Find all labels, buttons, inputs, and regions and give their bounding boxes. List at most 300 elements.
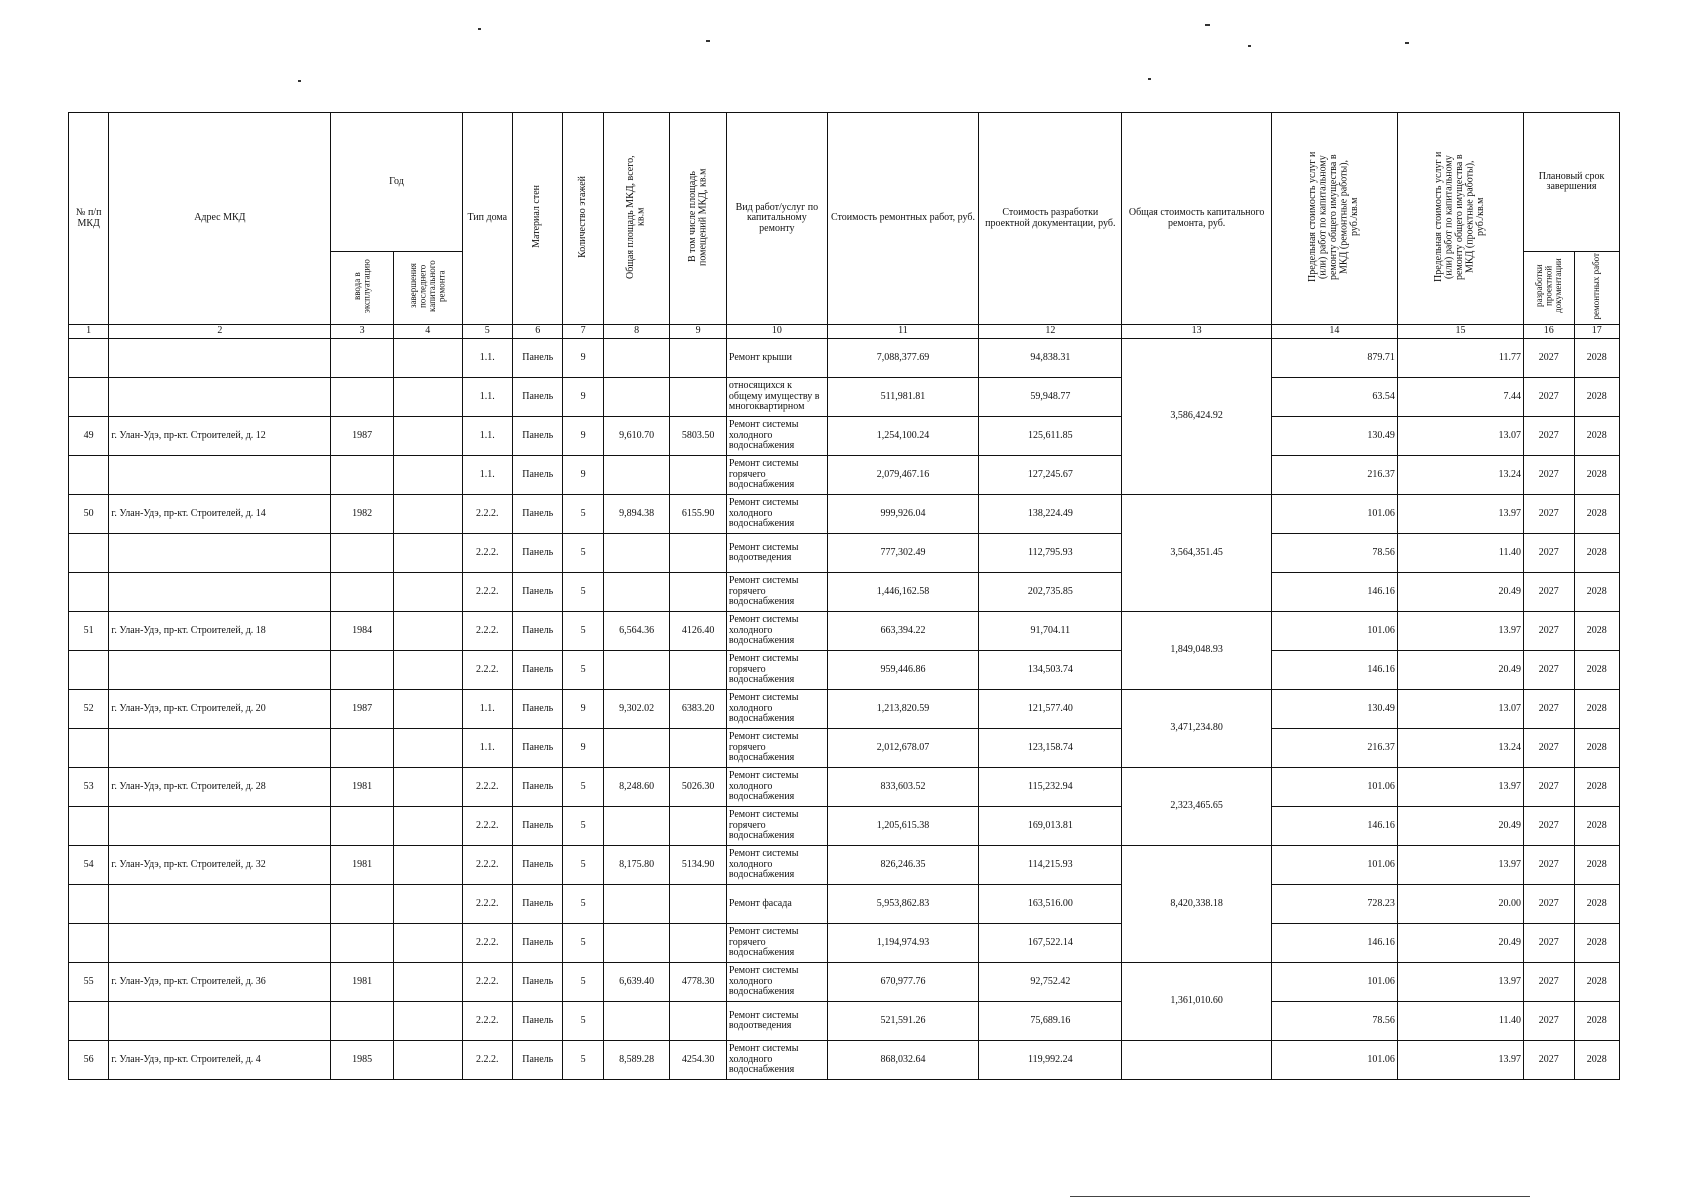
cell-wall-material: Панель (513, 690, 563, 729)
cell-number (69, 729, 109, 768)
cell-floors: 5 (563, 612, 603, 651)
cell-limit-project: 13.24 (1397, 729, 1523, 768)
column-number: 8 (603, 325, 670, 339)
cell-deadline-repair: 2028 (1574, 768, 1620, 807)
cell-year-last-repair (393, 768, 462, 807)
cell-work-type: относящихся к общему имуществу в многоквартирном (726, 378, 827, 417)
cell-work-type: Ремонт системы холодного водоснабжения (726, 690, 827, 729)
cell-number (69, 378, 109, 417)
cell-total-cost (1122, 1041, 1271, 1080)
cell-premises-area: 5134.90 (670, 846, 727, 885)
cell-deadline-project: 2027 (1524, 1002, 1574, 1041)
cell-deadline-project: 2027 (1524, 495, 1574, 534)
cell-total-area: 6,639.40 (603, 963, 670, 1002)
cell-deadline-project: 2027 (1524, 417, 1574, 456)
cell-work-type: Ремонт системы горячего водоснабжения (726, 456, 827, 495)
cell-total-area (603, 924, 670, 963)
column-number: 9 (670, 325, 727, 339)
cell-house-type: 2.2.2. (462, 651, 512, 690)
cell-house-type: 2.2.2. (462, 768, 512, 807)
table-row (69, 339, 1620, 378)
cell-year-last-repair (393, 963, 462, 1002)
cell-repair-cost: 7,088,377.69 (827, 339, 978, 378)
cell-address (109, 456, 331, 495)
cell-limit-project: 11.40 (1397, 534, 1523, 573)
cell-premises-area (670, 1002, 727, 1041)
cell-total-area: 8,175.80 (603, 846, 670, 885)
cell-address (109, 1002, 331, 1041)
cell-floors: 5 (563, 534, 603, 573)
cell-premises-area: 6383.20 (670, 690, 727, 729)
cell-floors: 5 (563, 924, 603, 963)
header-limit-repair: Предельная стоимость услуг и (или) работ по капитальному ремонту общего имущества в МКД (ремонтные работы), руб./кв.м (1271, 113, 1397, 325)
cell-limit-project: 20.00 (1397, 885, 1523, 924)
cell-limit-project: 13.97 (1397, 963, 1523, 1002)
cell-limit-repair: 101.06 (1271, 963, 1397, 1002)
cell-year-last-repair (393, 1002, 462, 1041)
cell-year-last-repair (393, 924, 462, 963)
column-number: 17 (1574, 325, 1620, 339)
cell-work-type: Ремонт фасада (726, 885, 827, 924)
cell-year-commission (331, 573, 394, 612)
cell-work-type: Ремонт крыши (726, 339, 827, 378)
cell-deadline-repair: 2028 (1574, 573, 1620, 612)
cell-premises-area: 4126.40 (670, 612, 727, 651)
cell-limit-repair: 879.71 (1271, 339, 1397, 378)
cell-limit-project: 20.49 (1397, 573, 1523, 612)
cell-premises-area (670, 651, 727, 690)
cell-work-type: Ремонт системы горячего водоснабжения (726, 729, 827, 768)
cell-deadline-project: 2027 (1524, 339, 1574, 378)
cell-repair-cost: 833,603.52 (827, 768, 978, 807)
cell-total-area: 8,248.60 (603, 768, 670, 807)
cell-total-area: 9,894.38 (603, 495, 670, 534)
cell-project-cost: 119,992.24 (979, 1041, 1122, 1080)
scan-speck (1405, 42, 1409, 44)
cell-repair-cost: 663,394.22 (827, 612, 978, 651)
cell-project-cost: 163,516.00 (979, 885, 1122, 924)
cell-limit-project: 20.49 (1397, 651, 1523, 690)
cell-number: 50 (69, 495, 109, 534)
table-row (69, 807, 1620, 846)
cell-year-last-repair (393, 885, 462, 924)
header-work-type: Вид работ/услуг по капитальному ремонту (726, 113, 827, 325)
cell-deadline-project: 2027 (1524, 729, 1574, 768)
cell-deadline-repair: 2028 (1574, 378, 1620, 417)
cell-deadline-project: 2027 (1524, 651, 1574, 690)
table-row (69, 495, 1620, 534)
cell-limit-repair: 101.06 (1271, 768, 1397, 807)
cell-number (69, 534, 109, 573)
cell-floors: 5 (563, 573, 603, 612)
cell-work-type: Ремонт системы горячего водоснабжения (726, 573, 827, 612)
header-project-cost: Стоимость разработки проектной документации, руб. (979, 113, 1122, 325)
cell-total-cost: 3,564,351.45 (1122, 495, 1271, 612)
scan-speck (1205, 24, 1210, 26)
cell-floors: 5 (563, 1002, 603, 1041)
cell-address: г. Улан-Удэ, пр-кт. Строителей, д. 14 (109, 495, 331, 534)
table-row (69, 612, 1620, 651)
header-repair-cost: Стоимость ремонтных работ, руб. (827, 113, 978, 325)
table-row (69, 651, 1620, 690)
cell-premises-area (670, 729, 727, 768)
table-row (69, 456, 1620, 495)
table-row (69, 417, 1620, 456)
cell-project-cost: 94,838.31 (979, 339, 1122, 378)
header-row (69, 113, 1620, 252)
cell-limit-project: 11.40 (1397, 1002, 1523, 1041)
cell-wall-material: Панель (513, 456, 563, 495)
cell-floors: 5 (563, 963, 603, 1002)
cell-deadline-repair: 2028 (1574, 846, 1620, 885)
cell-limit-project: 13.07 (1397, 690, 1523, 729)
cell-wall-material: Панель (513, 378, 563, 417)
cell-year-last-repair (393, 456, 462, 495)
cell-year-commission (331, 807, 394, 846)
cell-floors: 9 (563, 378, 603, 417)
cell-repair-cost: 959,446.86 (827, 651, 978, 690)
cell-number (69, 573, 109, 612)
cell-project-cost: 115,232.94 (979, 768, 1122, 807)
header-address: Адрес МКД (109, 113, 331, 325)
cell-deadline-project: 2027 (1524, 378, 1574, 417)
header-floors: Количество этажей (563, 113, 603, 325)
cell-limit-project: 13.97 (1397, 495, 1523, 534)
cell-limit-repair: 146.16 (1271, 573, 1397, 612)
cell-floors: 5 (563, 495, 603, 534)
cell-total-cost: 1,849,048.93 (1122, 612, 1271, 690)
header-deadline-project: разработки проектной документации (1524, 252, 1574, 325)
cell-deadline-project: 2027 (1524, 456, 1574, 495)
cell-wall-material: Панель (513, 495, 563, 534)
cell-repair-cost: 777,302.49 (827, 534, 978, 573)
cell-total-area: 8,589.28 (603, 1041, 670, 1080)
cell-premises-area: 5803.50 (670, 417, 727, 456)
cell-floors: 9 (563, 456, 603, 495)
cell-number (69, 807, 109, 846)
cell-address (109, 729, 331, 768)
cell-year-commission (331, 651, 394, 690)
cell-project-cost: 75,689.16 (979, 1002, 1122, 1041)
cell-project-cost: 125,611.85 (979, 417, 1122, 456)
cell-project-cost: 121,577.40 (979, 690, 1122, 729)
cell-total-cost: 2,323,465.65 (1122, 768, 1271, 846)
table-row (69, 690, 1620, 729)
cell-address (109, 573, 331, 612)
cell-year-last-repair (393, 573, 462, 612)
cell-limit-project: 20.49 (1397, 924, 1523, 963)
cell-house-type: 2.2.2. (462, 612, 512, 651)
cell-address: г. Улан-Удэ, пр-кт. Строителей, д. 12 (109, 417, 331, 456)
header-total-cost: Общая стоимость капитального ремонта, руб. (1122, 113, 1271, 325)
cell-total-area (603, 378, 670, 417)
cell-work-type: Ремонт системы холодного водоснабжения (726, 612, 827, 651)
cell-repair-cost: 868,032.64 (827, 1041, 978, 1080)
cell-address (109, 807, 331, 846)
cell-project-cost: 169,013.81 (979, 807, 1122, 846)
cell-deadline-project: 2027 (1524, 690, 1574, 729)
header-year-last-repair: завершения последнего капитального ремонта (393, 252, 462, 325)
cell-total-area (603, 729, 670, 768)
column-number: 1 (69, 325, 109, 339)
cell-address (109, 651, 331, 690)
cell-deadline-project: 2027 (1524, 963, 1574, 1002)
cell-deadline-repair: 2028 (1574, 690, 1620, 729)
cell-deadline-repair: 2028 (1574, 651, 1620, 690)
cell-number: 53 (69, 768, 109, 807)
cell-project-cost: 123,158.74 (979, 729, 1122, 768)
scan-edge-line (1070, 1196, 1530, 1197)
cell-limit-project: 11.77 (1397, 339, 1523, 378)
column-number: 11 (827, 325, 978, 339)
cell-total-area (603, 651, 670, 690)
cell-work-type: Ремонт системы холодного водоснабжения (726, 417, 827, 456)
cell-limit-project: 13.97 (1397, 612, 1523, 651)
cell-premises-area: 4254.30 (670, 1041, 727, 1080)
header-total-area: Общая площадь МКД, всего, кв.м (603, 113, 670, 325)
cell-work-type: Ремонт системы горячего водоснабжения (726, 651, 827, 690)
cell-number (69, 924, 109, 963)
cell-address (109, 534, 331, 573)
cell-work-type: Ремонт системы холодного водоснабжения (726, 495, 827, 534)
cell-year-commission: 1987 (331, 417, 394, 456)
cell-year-commission: 1984 (331, 612, 394, 651)
cell-number (69, 456, 109, 495)
cell-wall-material: Панель (513, 846, 563, 885)
cell-limit-project: 20.49 (1397, 807, 1523, 846)
cell-project-cost: 112,795.93 (979, 534, 1122, 573)
cell-deadline-repair: 2028 (1574, 534, 1620, 573)
cell-floors: 9 (563, 339, 603, 378)
cell-deadline-project: 2027 (1524, 534, 1574, 573)
table-row (69, 768, 1620, 807)
cell-house-type: 1.1. (462, 339, 512, 378)
cell-year-commission: 1985 (331, 1041, 394, 1080)
header-deadline-repair: ремонтных работ (1574, 252, 1620, 325)
header-num: № п/п МКД (69, 113, 109, 325)
cell-year-commission (331, 1002, 394, 1041)
cell-repair-cost: 999,926.04 (827, 495, 978, 534)
table-row (69, 1002, 1620, 1041)
cell-wall-material: Панель (513, 534, 563, 573)
cell-limit-repair: 101.06 (1271, 846, 1397, 885)
cell-premises-area: 4778.30 (670, 963, 727, 1002)
cell-total-cost: 1,361,010.60 (1122, 963, 1271, 1041)
table-row (69, 924, 1620, 963)
cell-deadline-repair: 2028 (1574, 417, 1620, 456)
header-deadline: Плановый срок завершения (1524, 113, 1620, 252)
cell-repair-cost: 670,977.76 (827, 963, 978, 1002)
cell-total-area (603, 339, 670, 378)
cell-limit-repair: 216.37 (1271, 729, 1397, 768)
table-row (69, 963, 1620, 1002)
cell-year-last-repair (393, 378, 462, 417)
cell-total-area: 9,610.70 (603, 417, 670, 456)
cell-deadline-repair: 2028 (1574, 1002, 1620, 1041)
cell-limit-project: 13.97 (1397, 768, 1523, 807)
cell-house-type: 1.1. (462, 378, 512, 417)
cell-house-type: 2.2.2. (462, 963, 512, 1002)
table-row (69, 885, 1620, 924)
cell-limit-project: 13.97 (1397, 1041, 1523, 1080)
cell-address: г. Улан-Удэ, пр-кт. Строителей, д. 36 (109, 963, 331, 1002)
table-row (69, 1041, 1620, 1080)
cell-deadline-project: 2027 (1524, 807, 1574, 846)
cell-wall-material: Панель (513, 651, 563, 690)
table-row (69, 573, 1620, 612)
cell-limit-repair: 101.06 (1271, 1041, 1397, 1080)
cell-premises-area (670, 378, 727, 417)
cell-repair-cost: 1,205,615.38 (827, 807, 978, 846)
header-limit-project: Предельная стоимость услуг и (или) работ по капитальному ремонту общего имущества в МКД (проектные работы), руб./кв.м (1397, 113, 1523, 325)
cell-number: 54 (69, 846, 109, 885)
cell-house-type: 2.2.2. (462, 1041, 512, 1080)
cell-number (69, 885, 109, 924)
cell-wall-material: Панель (513, 963, 563, 1002)
cell-total-area (603, 573, 670, 612)
cell-house-type: 2.2.2. (462, 846, 512, 885)
cell-deadline-repair: 2028 (1574, 339, 1620, 378)
cell-floors: 9 (563, 729, 603, 768)
cell-house-type: 1.1. (462, 690, 512, 729)
cell-deadline-project: 2027 (1524, 885, 1574, 924)
cell-number: 56 (69, 1041, 109, 1080)
column-number: 5 (462, 325, 512, 339)
cell-deadline-project: 2027 (1524, 612, 1574, 651)
cell-floors: 5 (563, 846, 603, 885)
cell-year-last-repair (393, 612, 462, 651)
header-premises-area: В том числе площадь помещений МКД, кв.м (670, 113, 727, 325)
cell-repair-cost: 826,246.35 (827, 846, 978, 885)
cell-house-type: 2.2.2. (462, 885, 512, 924)
cell-premises-area (670, 534, 727, 573)
cell-work-type: Ремонт системы холодного водоснабжения (726, 1041, 827, 1080)
cell-wall-material: Панель (513, 573, 563, 612)
cell-floors: 5 (563, 768, 603, 807)
cell-project-cost: 127,245.67 (979, 456, 1122, 495)
table-row (69, 378, 1620, 417)
cell-limit-repair: 146.16 (1271, 807, 1397, 846)
cell-floors: 5 (563, 885, 603, 924)
cell-total-area (603, 807, 670, 846)
cell-project-cost: 202,735.85 (979, 573, 1122, 612)
header-wall-material: Материал стен (513, 113, 563, 325)
cell-number (69, 339, 109, 378)
table-row (69, 534, 1620, 573)
cell-address (109, 924, 331, 963)
cell-deadline-project: 2027 (1524, 924, 1574, 963)
cell-work-type: Ремонт системы холодного водоснабжения (726, 846, 827, 885)
cell-deadline-repair: 2028 (1574, 963, 1620, 1002)
cell-year-last-repair (393, 846, 462, 885)
cell-premises-area (670, 573, 727, 612)
cell-year-last-repair (393, 534, 462, 573)
cell-limit-project: 7.44 (1397, 378, 1523, 417)
cell-total-area: 9,302.02 (603, 690, 670, 729)
scan-speck (298, 80, 301, 82)
cell-total-area (603, 456, 670, 495)
cell-repair-cost: 521,591.26 (827, 1002, 978, 1041)
cell-address: г. Улан-Удэ, пр-кт. Строителей, д. 4 (109, 1041, 331, 1080)
cell-address (109, 885, 331, 924)
cell-year-commission (331, 456, 394, 495)
cell-address: г. Улан-Удэ, пр-кт. Строителей, д. 18 (109, 612, 331, 651)
cell-deadline-repair: 2028 (1574, 924, 1620, 963)
cell-deadline-repair: 2028 (1574, 885, 1620, 924)
cell-wall-material: Панель (513, 807, 563, 846)
cell-limit-repair: 78.56 (1271, 534, 1397, 573)
scan-speck (1148, 78, 1151, 80)
column-number: 4 (393, 325, 462, 339)
cell-floors: 5 (563, 651, 603, 690)
cell-year-commission: 1981 (331, 768, 394, 807)
cell-project-cost: 138,224.49 (979, 495, 1122, 534)
cell-deadline-project: 2027 (1524, 573, 1574, 612)
cell-year-commission: 1987 (331, 690, 394, 729)
cell-house-type: 1.1. (462, 417, 512, 456)
cell-year-last-repair (393, 1041, 462, 1080)
cell-repair-cost: 2,079,467.16 (827, 456, 978, 495)
cell-deadline-repair: 2028 (1574, 729, 1620, 768)
cell-project-cost: 91,704.11 (979, 612, 1122, 651)
cell-year-last-repair (393, 651, 462, 690)
cell-deadline-repair: 2028 (1574, 612, 1620, 651)
table-body (69, 339, 1620, 1080)
cell-year-last-repair (393, 690, 462, 729)
cell-repair-cost: 5,953,862.83 (827, 885, 978, 924)
cell-wall-material: Панель (513, 885, 563, 924)
cell-house-type: 2.2.2. (462, 573, 512, 612)
cell-deadline-project: 2027 (1524, 1041, 1574, 1080)
column-number: 10 (726, 325, 827, 339)
column-number: 7 (563, 325, 603, 339)
header-year: Год (331, 113, 462, 252)
cell-deadline-repair: 2028 (1574, 807, 1620, 846)
cell-year-commission (331, 534, 394, 573)
cell-number: 51 (69, 612, 109, 651)
cell-total-area (603, 1002, 670, 1041)
cell-floors: 5 (563, 1041, 603, 1080)
cell-address: г. Улан-Удэ, пр-кт. Строителей, д. 20 (109, 690, 331, 729)
cell-year-commission (331, 729, 394, 768)
cell-deadline-repair: 2028 (1574, 456, 1620, 495)
cell-premises-area (670, 339, 727, 378)
cell-limit-repair: 63.54 (1271, 378, 1397, 417)
cell-repair-cost: 1,194,974.93 (827, 924, 978, 963)
cell-house-type: 2.2.2. (462, 495, 512, 534)
cell-limit-project: 13.07 (1397, 417, 1523, 456)
cell-number: 49 (69, 417, 109, 456)
cell-total-cost: 3,586,424.92 (1122, 339, 1271, 495)
cell-house-type: 2.2.2. (462, 1002, 512, 1041)
column-number: 15 (1397, 325, 1523, 339)
cell-wall-material: Панель (513, 612, 563, 651)
cell-year-last-repair (393, 339, 462, 378)
column-number: 6 (513, 325, 563, 339)
cell-house-type: 1.1. (462, 729, 512, 768)
cell-wall-material: Панель (513, 417, 563, 456)
cell-deadline-repair: 2028 (1574, 495, 1620, 534)
cell-project-cost: 59,948.77 (979, 378, 1122, 417)
table-row (69, 846, 1620, 885)
column-number: 13 (1122, 325, 1271, 339)
cell-number: 55 (69, 963, 109, 1002)
cell-house-type: 1.1. (462, 456, 512, 495)
table-row (69, 729, 1620, 768)
cell-year-commission (331, 339, 394, 378)
cell-limit-repair: 130.49 (1271, 690, 1397, 729)
cell-address: г. Улан-Удэ, пр-кт. Строителей, д. 32 (109, 846, 331, 885)
